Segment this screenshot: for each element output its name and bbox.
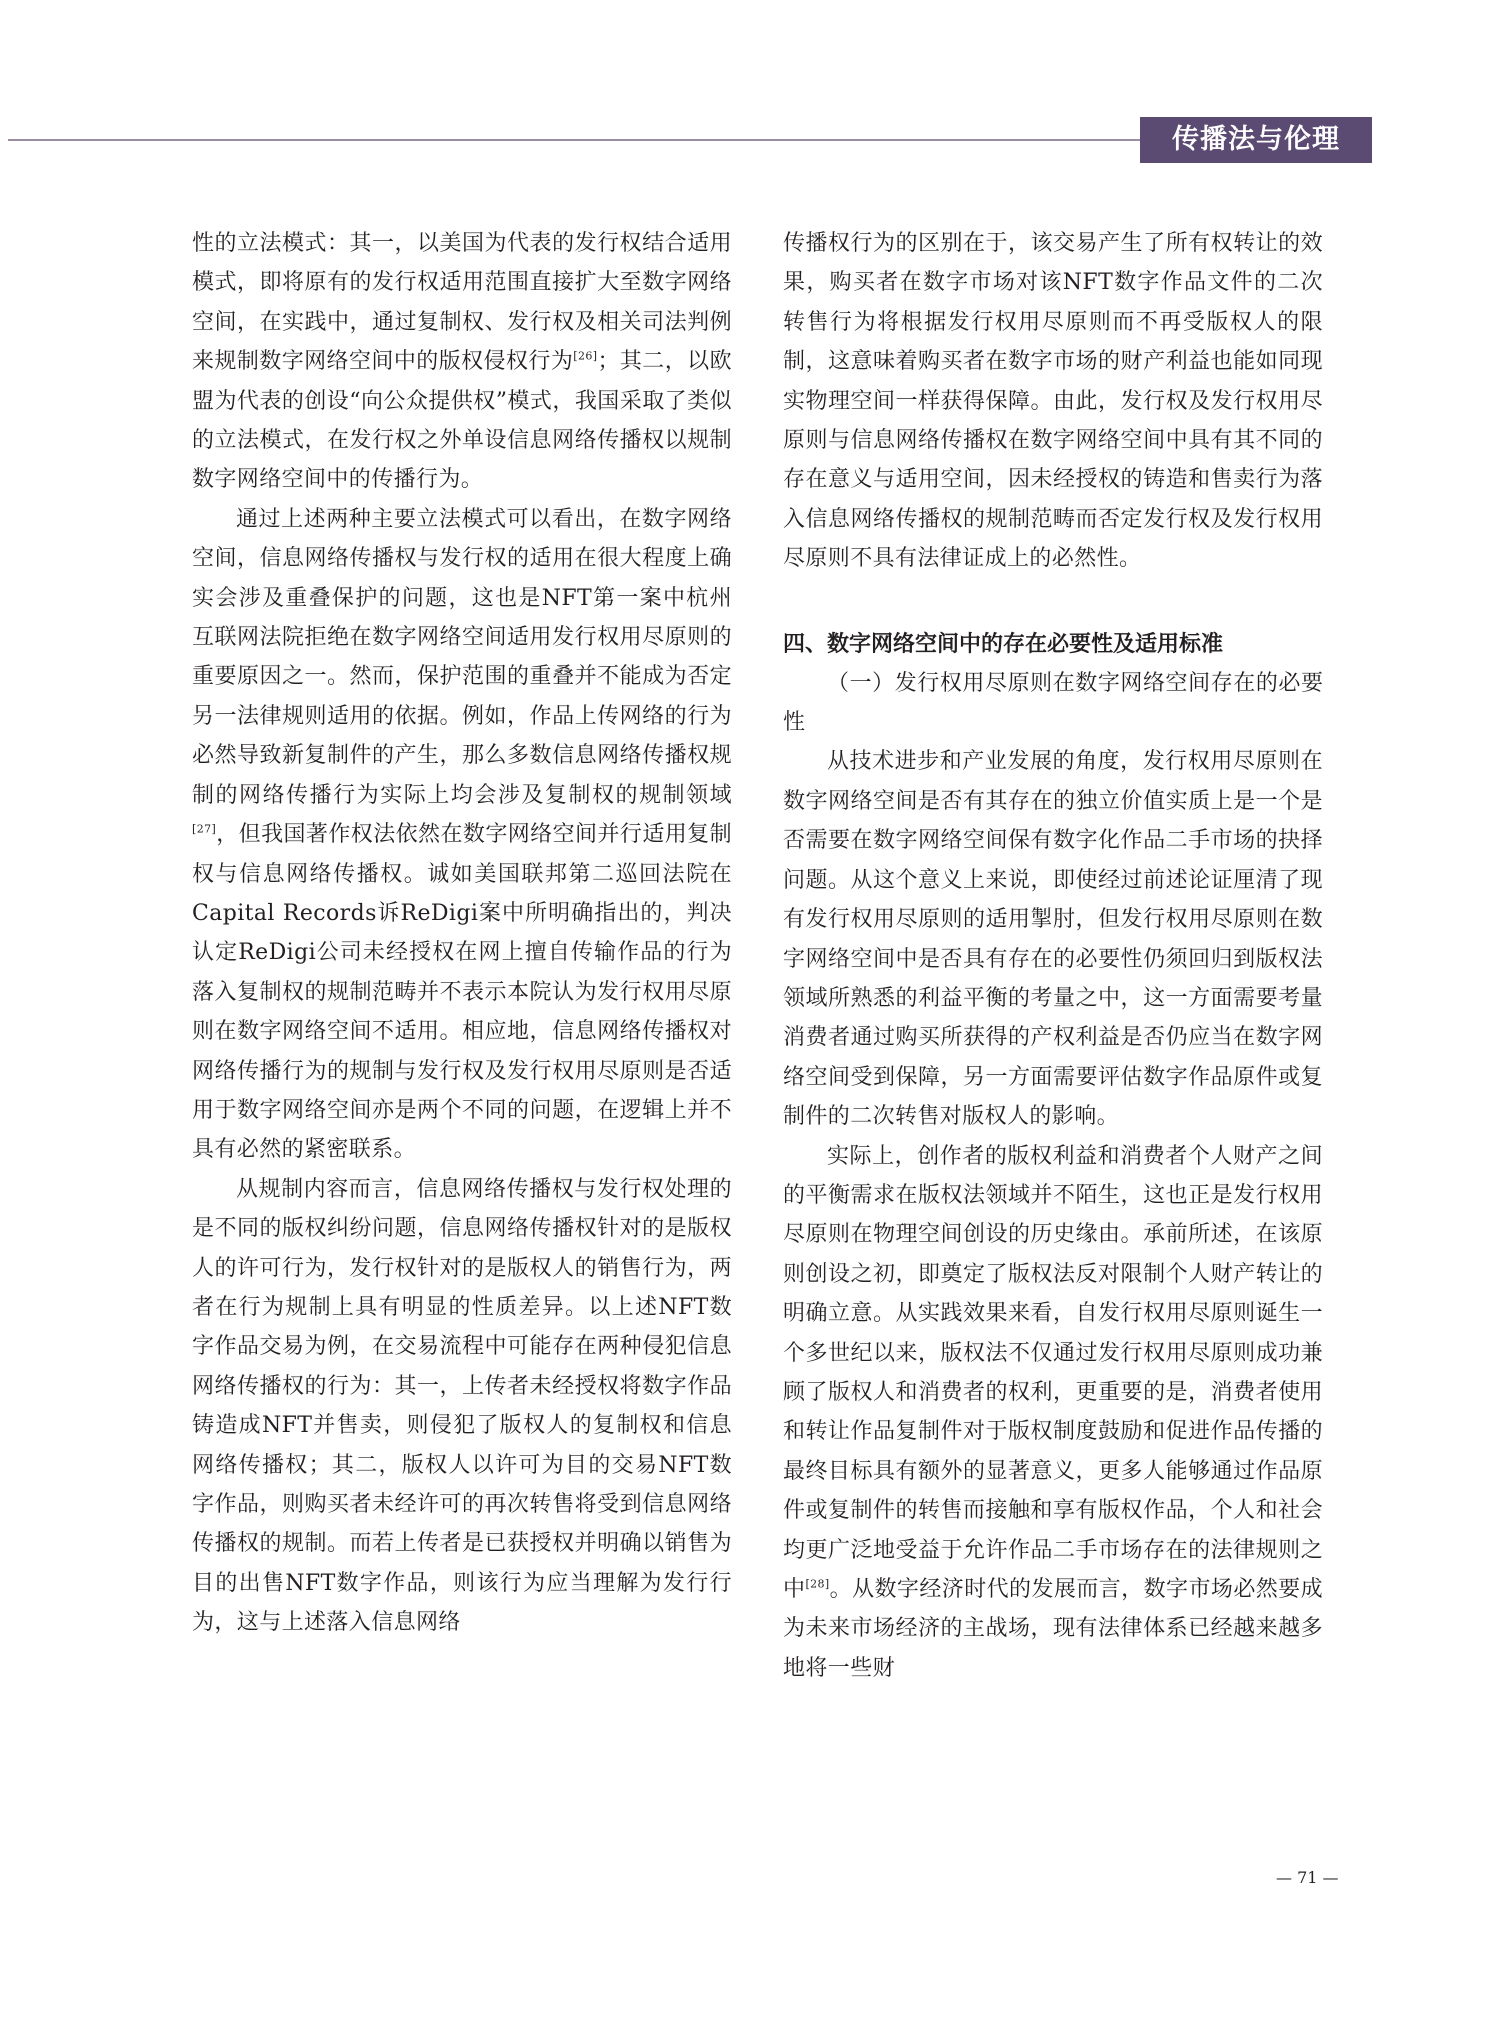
paragraph: [783, 1137, 1323, 1689]
citation-ref: [27]: [192, 822, 217, 836]
section-label: 传播法与伦理: [1140, 117, 1372, 163]
paragraph-text: 实际上，创作者的版权利益和消费者个人财产之间的平衡需求在版权法领域并不陌生，这也正是发行权用尽原则在物理空间创设的历史缘由。承前所述，在该原则创设之初，即奠定了版权法反对限制个人财产转让的明确立意。从实践效果来看，自发行权用尽原则诞生一个多世纪以来，版权法不仅通过发行权用尽原则成功兼顾了版权人和消费者的权利，更重要的是，消费者使用和转让作品复制件对于版权制度鼓励和促进作品传播的最终目标具有额外的显著意义，更多人能够通过作品原件或复制件的转售而接触和享有版权作品，个人和社会均更广泛地受益于允许作品二手市场存在的法律规则之中: [783, 1143, 1323, 1602]
paragraph: 从技术进步和产业发展的角度，发行权用尽原则在数字网络空间是否有其存在的独立价值实质上是一个是否需要在数字网络空间保有数字化作品二手市场的抉择问题。从这个意义上来说，即使经过前述论证厘清了现有发行权用尽原则的适用掣肘，但发行权用尽原则在数字网络空间中是否具有存在的必要性仍须回归到版权法领域所熟悉的利益平衡的考量之中，这一方面需要考量消费者通过购买所获得的产权利益是否仍应当在数字网络空间受到保障，另一方面需要评估数字作品原件或复制件的二次转售对版权人的影响。: [783, 749, 1323, 1130]
paragraph: 传播权行为的区别在于，该交易产生了所有权转让的效果，购买者在数字市场对该NFT数字作品文件的二次转售行为将根据发行权用尽原则而不再受版权人的限制，这意味着购买者在数字市场的财产利益也能如同现实物理空间一样获得保障。由此，发行权及发行权用尽原则与信息网络传播权在数字网络空间中具有其不同的存在意义与适用空间，因未经授权的铸造和售卖行为落入信息网络传播权的规制范畴而否定发行权及发行权用尽原则不具有法律证成上的必然性。: [783, 231, 1323, 572]
paragraph-text: 性的立法模式：其一，以美国为代表的发行权结合适用模式，即将原有的发行权适用范围直接扩大至数字网络空间，在实践中，通过复制权、发行权及相关司法判例来规制数字网络空间中的版权侵权行为: [192, 231, 732, 375]
paragraph: 从规制内容而言，信息网络传播权与发行权处理的是不同的版权纠纷问题，信息网络传播权针对的是版权人的许可行为，发行权针对的是版权人的销售行为，两者在行为规制上具有明显的性质差异。以上述NFT数字作品交易为例，在交易流程中可能存在两种侵犯信息网络传播权的行为：其一，上传者未经授权将数字作品铸造成NFT并售卖，则侵犯了版权人的复制权和信息网络传播权；其二，版权人以许可为目的交易NFT数字作品，则购买者未经许可的再次转售将受到信息网络传播权的规制。而若上传者是已获授权并明确以销售为目的出售NFT数字作品，则该行为应当理解为发行行为，这与上述落入信息网络: [192, 1176, 732, 1636]
paragraph: [192, 224, 732, 500]
paragraph-text: ；其二，以欧盟为代表的创设“向公众提供权”模式，我国采取了类似的立法模式，在发行权之外单设信息网络传播权以规制数字网络空间中的传播行为。: [192, 349, 732, 493]
header-rule: [8, 139, 1148, 141]
paragraph: [192, 500, 732, 1170]
sub-heading: （一）发行权用尽原则在数字网络空间存在的必要性: [783, 670, 1323, 736]
paragraph-text: 通过上述两种主要立法模式可以看出，在数字网络空间，信息网络传播权与发行权的适用在很大程度上确实会涉及重叠保护的问题，这也是NFT第一案中杭州互联网法院拒绝在数字网络空间适用发行权用尽原则的重要原因之一。然而，保护范围的重叠并不能成为否定另一法律规则适用的依据。例如，作品上传网络的行为必然导致新复制件的产生，那么多数信息网络传播权规制的网络传播行为实际上均会涉及复制权的规制领域: [192, 506, 732, 808]
citation-ref: [26]: [573, 349, 598, 363]
page-number: — 71 —: [1276, 1868, 1339, 1887]
left-column: [192, 224, 732, 1643]
right-column: [783, 224, 1323, 1688]
paragraph-text: 。从数字经济时代的发展而言，数字市场必然要成为未来市场经济的主战场，现有法律体系已经越来越多地将一些财: [783, 1577, 1323, 1681]
paragraph-text: ，但我国著作权法依然在数字网络空间并行适用复制权与信息网络传播权。诚如美国联邦第二巡回法院在Capital Records诉ReDigi案中所明确指出的，判决认定ReDigi公司未经授权在网上擅自传输作品的行为落入复制权的规制范畴并不表示本院认为发行权用尽原则在数字网络空间不适用。相应地，信息网络传播权对网络传播行为的规制与发行权及发行权用尽原则是否适用于数字网络空间亦是两个不同的问题，在逻辑上并不具有必然的紧密联系。: [192, 822, 732, 1163]
section-heading: 四、数字网络空间中的存在必要性及适用标准: [783, 631, 1224, 657]
citation-ref: [28]: [805, 1577, 830, 1591]
